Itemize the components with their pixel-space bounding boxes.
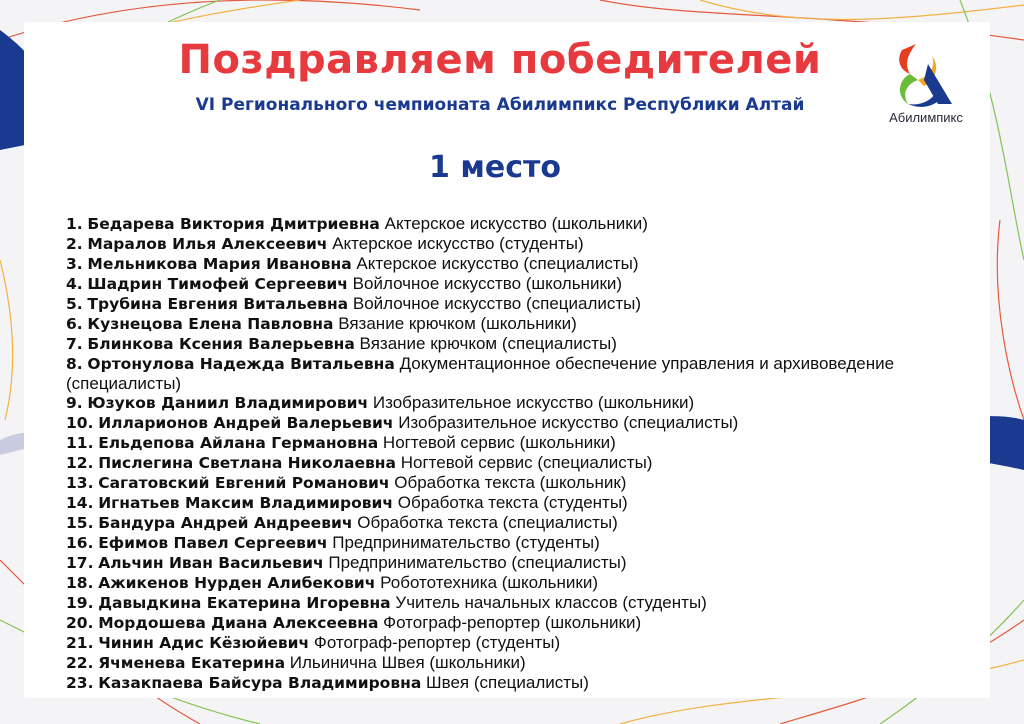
winner-name: 21.	[66, 634, 94, 652]
winner-fullname: Мельникова Мария Ивановна	[87, 255, 352, 273]
winner-item	[66, 473, 966, 493]
abilympics-logo	[878, 40, 974, 132]
place-heading: 1 место	[429, 150, 561, 185]
winner-fullname: Пислегина Светлана Николаевна	[98, 454, 396, 472]
winner-name: 20.	[66, 614, 94, 632]
winner-item	[66, 553, 966, 573]
winner-fullname: Игнатьев Максим Владимирович	[98, 494, 394, 512]
winner-category: Войлочное искусство (специалисты)	[352, 294, 642, 313]
winner-fullname: Кузнецова Елена Павловна	[87, 315, 334, 333]
winner-name: 13.	[66, 474, 94, 492]
page-subtitle: VI Регионального чемпионата Абилимпикс Республики Алтай	[195, 95, 805, 115]
winner-name: 5.	[66, 295, 83, 313]
winner-fullname: Трубина Евгения Витальевна	[87, 295, 349, 313]
winner-name: 23.	[66, 674, 94, 692]
winner-fullname: Чинин Адис Кёзюйевич	[98, 634, 310, 652]
winner-fullname: Ельдепова Айлана Германовна	[98, 434, 379, 452]
winner-fullname: Бандура Андрей Андреевич	[98, 514, 353, 532]
winner-fullname: Ажикенов Нурден Алибекович	[98, 574, 376, 592]
winner-name: 17.	[66, 554, 94, 572]
abilympics-logo-icon	[878, 40, 974, 110]
winner-category: Предпринимательство (студенты)	[332, 533, 600, 552]
winner-name: 9.	[66, 394, 83, 412]
winner-item	[66, 234, 966, 254]
winner-name: 14.	[66, 494, 94, 512]
winner-category: Фотограф-репортер (студенты)	[313, 633, 561, 652]
winner-fullname: Казакпаева Байсура Владимировна	[98, 674, 422, 692]
winner-name: 3.	[66, 255, 83, 273]
winner-fullname: Давыдкина Екатерина Игоревна	[98, 594, 391, 612]
winner-name: 4.	[66, 275, 83, 293]
winner-item	[66, 593, 966, 613]
winner-category: Актерское искусство (школьники)	[384, 214, 648, 233]
winner-category: Робототехника (школьники)	[380, 573, 599, 592]
winner-item	[66, 673, 966, 693]
winner-category: Ильинична Швея (школьники)	[289, 653, 526, 672]
winner-name: 7.	[66, 335, 83, 353]
winner-item	[66, 254, 966, 274]
winner-item	[66, 633, 966, 653]
winner-fullname: Альчин Иван Васильевич	[98, 554, 324, 572]
winner-category: Актерское искусство (студенты)	[332, 234, 584, 253]
winner-name: 18.	[66, 574, 94, 592]
winner-name: 19.	[66, 594, 94, 612]
winner-name: 6.	[66, 315, 83, 333]
winner-fullname: Сагатовский Евгений Романович	[98, 474, 390, 492]
winner-fullname: Ефимов Павел Сергеевич	[98, 534, 328, 552]
winner-fullname: Блинкова Ксения Валерьевна	[87, 335, 355, 353]
winner-category: Обработка текста (студенты)	[397, 493, 628, 512]
winner-fullname: Мордошева Диана Алексеевна	[98, 614, 379, 632]
winner-category: Обработка текста (специалисты)	[357, 513, 618, 532]
winner-item	[66, 453, 966, 473]
winner-name: 8.	[66, 355, 83, 373]
winner-category: Вязание крючком (специалисты)	[359, 334, 617, 353]
winner-item	[66, 433, 966, 453]
winner-name: 22.	[66, 654, 94, 672]
winner-item	[66, 533, 966, 553]
winner-item	[66, 294, 966, 314]
winner-name: 1.	[66, 215, 83, 233]
winner-name: 10.	[66, 414, 94, 432]
winner-category: Фотограф-репортер (школьники)	[383, 613, 642, 632]
winner-category: Изобразительное искусство (специалисты)	[398, 413, 739, 432]
winner-item	[66, 393, 966, 413]
winner-category: Войлочное искусство (школьники)	[352, 274, 623, 293]
winner-fullname: Ячменева Екатерина	[98, 654, 286, 672]
logo-text: Абилимпикс	[889, 110, 963, 125]
winner-category: Ногтевой сервис (школьники)	[382, 433, 616, 452]
page-title: Поздравляем победителей	[178, 37, 822, 83]
winner-name: 12.	[66, 454, 94, 472]
winners-list	[66, 214, 966, 693]
winner-item	[66, 274, 966, 294]
winner-category: Актерское искусство (специалисты)	[356, 254, 639, 273]
winner-category: Изобразительное искусство (школьники)	[372, 393, 695, 412]
winner-category: Обработка текста (школьник)	[394, 473, 627, 492]
winner-name: 11.	[66, 434, 94, 452]
winner-fullname: Бедарева Виктория Дмитриевна	[87, 215, 380, 233]
winner-item	[66, 354, 966, 393]
winner-category: Документационное обеспечение управления и архивоведение (специалисты)	[66, 354, 895, 393]
winner-name: 15.	[66, 514, 94, 532]
winner-category: Ногтевой сервис (специалисты)	[400, 453, 653, 472]
winner-category: Вязание крючком (школьники)	[338, 314, 577, 333]
winner-fullname: Ортонулова Надежда Витальевна	[87, 355, 395, 373]
winner-item	[66, 573, 966, 593]
winner-fullname: Маралов Илья Алексеевич	[87, 235, 328, 253]
winner-category: Швея (специалисты)	[426, 673, 589, 692]
winner-fullname: Илларионов Андрей Валерьевич	[98, 414, 394, 432]
winner-item	[66, 493, 966, 513]
winner-item	[66, 214, 966, 234]
winner-name: 2.	[66, 235, 83, 253]
winner-fullname: Юзуков Даниил Владимирович	[87, 394, 369, 412]
winner-item	[66, 513, 966, 533]
winner-category: Учитель начальных классов (студенты)	[395, 593, 707, 612]
winner-item	[66, 653, 966, 673]
winner-fullname: Шадрин Тимофей Сергеевич	[87, 275, 348, 293]
winner-item	[66, 413, 966, 433]
winner-item	[66, 613, 966, 633]
winner-category: Предпринимательство (специалисты)	[328, 553, 627, 572]
winner-name: 16.	[66, 534, 94, 552]
winner-item	[66, 314, 966, 334]
winner-item	[66, 334, 966, 354]
